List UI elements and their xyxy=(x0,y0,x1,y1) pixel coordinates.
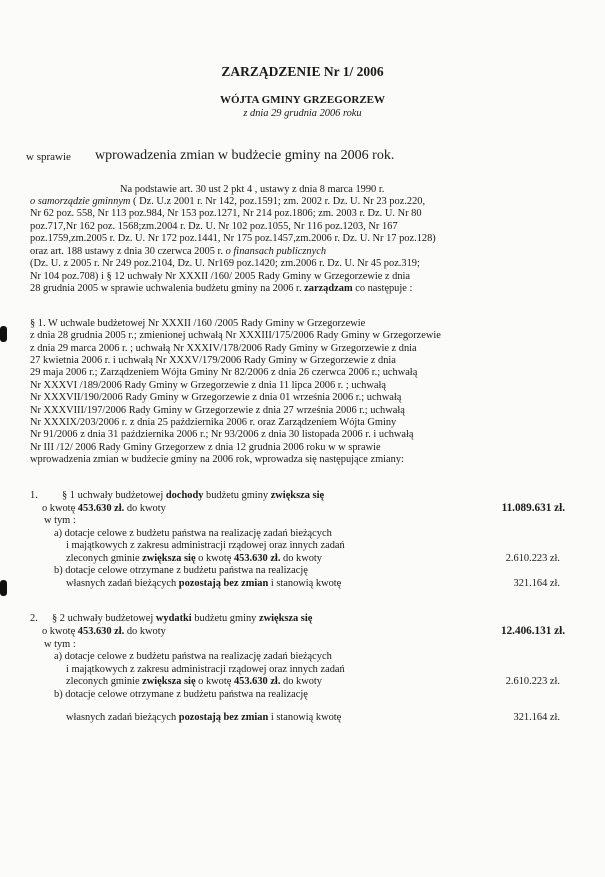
subject-label: w sprawie xyxy=(26,151,71,163)
section1-line: Nr XXXVII/190/2006 Rady Gminy w Grzegorzewie z dnia 01 września 2006 r.; uchwałą xyxy=(30,392,402,403)
item2-wtym: w tym : xyxy=(44,639,76,650)
section1-line: 29 maja 2006 r.; Zarządzeniem Wójta Gminy Nr 82/2006 z dnia 26 czerwca 2006 r.; uchwałą xyxy=(30,367,418,378)
intro-line: oraz art. 188 ustawy z dnia 30 czerwca 2005 r. o finansach publicznych xyxy=(30,246,327,257)
punch-hole-top xyxy=(0,326,7,342)
item2-number: 2. xyxy=(30,613,38,624)
subject-text: wprowadzenia zmian w budżecie gminy na 2006 rok. xyxy=(95,148,395,163)
item2-b-line1: b) dotacje celowe otrzymane z budżetu państwa na realizację xyxy=(54,689,308,700)
punch-hole-bottom xyxy=(0,580,7,596)
item1-a-line1: a) dotacje celowe z budżetu państwa na realizację zadań bieżących xyxy=(54,528,332,539)
item1-line1: § 1 uchwały budżetowej dochody budżetu gminy zwiększa się xyxy=(62,490,325,501)
intro-bold: zarządzam xyxy=(304,283,353,294)
document-title: ZARZĄDZENIE Nr 1/ 2006 xyxy=(221,64,384,79)
intro-line: o samorządzie gminnym ( Dz. U.z 2001 r. Nr 142, poz.1591; zm. 2002 r. Dz. U. Nr 23 poz.220, xyxy=(30,196,426,207)
item2-a-line2: i majątkowych z zakresu administracji rządowej oraz innych zadań xyxy=(66,664,345,675)
item1-line2: o kwotę 453.630 zł. do kwoty xyxy=(42,503,166,514)
intro-italic: o samorządzie gminnym xyxy=(30,196,131,207)
section1-line: z dnia 29 marca 2006 r. ; uchwałą Nr XXXIV/178/2006 Rady Gminy w Grzegorzewie z dnia xyxy=(30,343,417,354)
document-subtitle: WÓJTA GMINY GRZEGORZEW xyxy=(219,94,386,106)
intro-italic: o finansach publicznych xyxy=(225,246,327,257)
item1-a-line2: i majątkowych z zakresu administracji rządowej oraz innych zadań xyxy=(66,540,345,551)
item1-total: 11.089.631 zł. xyxy=(501,502,565,514)
item1-b-amount: 321.164 zł. xyxy=(513,578,560,589)
section1-line: Nr 91/2006 z dnia 31 października 2006 r.; Nr 93/2006 z dnia 30 listopada 2006 r. i uchwałą xyxy=(30,429,414,440)
item1-b-line2: własnych zadań bieżących pozostają bez zmian i stanowią kwotę xyxy=(66,578,342,589)
item2-a-line1: a) dotacje celowe z budżetu państwa na realizację zadań bieżących xyxy=(54,651,332,662)
item1-b-line1: b) dotacje celowe otrzymane z budżetu państwa na realizację xyxy=(54,565,308,576)
item2-a-line3: zleconych gminie zwiększa się o kwotę 453.630 zł. do kwoty xyxy=(66,676,322,687)
intro-line: poz.1759,zm.2005 r. Dz. U. Nr 172 poz.1441, Nr 175 poz.1457,zm.2006 r. Dz. U. Nr 17 poz.128) xyxy=(30,233,436,244)
section1-line: wprowadzenia zmian w budżecie gminy na 2006 rok, wprowadza się następujące zmiany: xyxy=(30,454,404,465)
item1-a-line3: zleconych gminie zwiększa się o kwotę 453.630 zł. do kwoty xyxy=(66,553,322,564)
intro-line: poz.717,Nr 162 poz. 1568;zm.2004 r. Dz. U. Nr 102 poz.1055, Nr 116 poz.1203, Nr 167 xyxy=(30,221,398,232)
intro-line: Nr 104 poz.708) i § 12 uchwały Nr XXXII /160/ 2005 Rady Gminy w Grzegorzewie z dnia xyxy=(30,271,411,282)
intro-line: (Dz. U. z 2005 r. Nr 249 poz.2104, Dz. U. Nr169 poz.1420; zm.2006 r. Dz. U. Nr 45 poz.319; xyxy=(30,258,420,269)
section1-line: z dnia 28 grudnia 2005 r.; zmienionej uchwałą Nr XXXIII/175/2006 Rady Gminy w Grzegorzewie xyxy=(30,330,441,341)
section1-line: § 1. W uchwale budżetowej Nr XXXII /160 /2005 Rady Gminy w Grzegorzewie xyxy=(30,318,366,329)
item2-line1: § 2 uchwały budżetowej wydatki budżetu gminy zwiększa się xyxy=(52,613,313,624)
intro-line: Na podstawie art. 30 ust 2 pkt 4 , ustawy z dnia 8 marca 1990 r. xyxy=(120,184,385,195)
section1-line: Nr XXXVI /189/2006 Rady Gminy w Grzegorzewie z dnia 11 lipca 2006 r. ; uchwałą xyxy=(30,380,386,391)
section1-line: Nr XXXIX/203/2006 r. z dnia 25 października 2006 r. oraz Zarządzeniem Wójta Gminy xyxy=(30,417,397,428)
item2-b-line2: własnych zadań bieżących pozostają bez zmian i stanowią kwotę xyxy=(66,712,342,723)
item1-number: 1. xyxy=(30,490,38,501)
intro-line: Nr 62 poz. 558, Nr 113 poz.984, Nr 153 poz.1271, Nr 214 poz.1806; zm. 2003 r. Dz. U. Nr 80 xyxy=(30,208,422,219)
item2-b-amount: 321.164 zł. xyxy=(513,712,560,723)
section1-line: 27 kwietnia 2006 r. i uchwałą Nr XXXV/179/2006 Rady Gminy w Grzegorzewie z dnia xyxy=(30,355,396,366)
document-date: z dnia 29 grudnia 2006 roku xyxy=(243,108,362,119)
section1-line: Nr XXXVIII/197/2006 Rady Gminy w Grzegorzewie z dnia 27 września 2006 r.; uchwałą xyxy=(30,405,405,416)
item1-a-amount: 2.610.223 zł. xyxy=(505,553,560,564)
intro-line: 28 grudnia 2005 w sprawie uchwalenia budżetu gminy na 2006 r. zarządzam co następuje : xyxy=(30,283,413,294)
item1-wtym: w tym : xyxy=(44,515,76,526)
section1-line: Nr III /12/ 2006 Rady Gminy Grzegorzew z dnia 12 grudnia 2006 roku w w sprawie xyxy=(30,442,381,453)
item2-total: 12.406.131 zł. xyxy=(500,625,565,637)
item2-line2: o kwotę 453.630 zł. do kwoty xyxy=(42,626,166,637)
item2-a-amount: 2.610.223 zł. xyxy=(505,676,560,687)
